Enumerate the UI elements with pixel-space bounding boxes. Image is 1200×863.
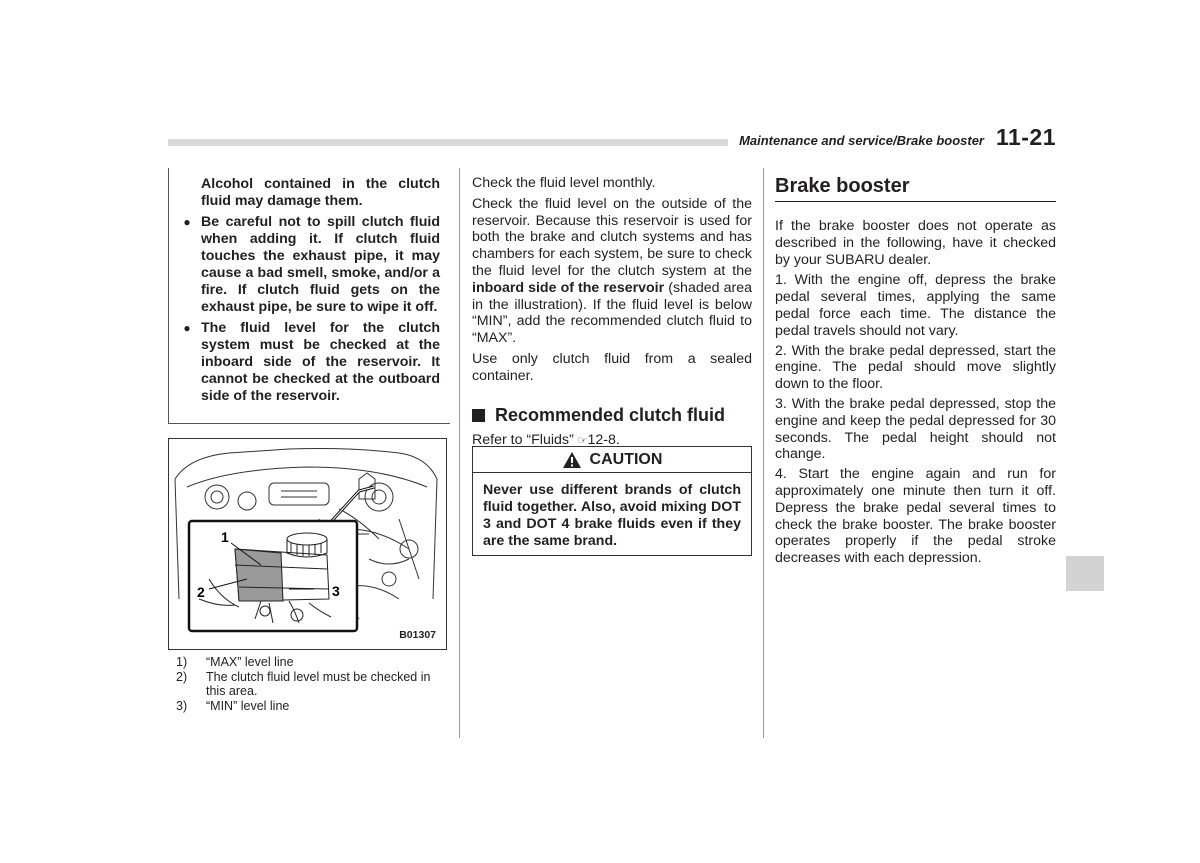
intro-paragraph: If the brake booster does not operate as described in the following, have it checked by your SUBARU dealer. <box>775 218 1056 268</box>
section-title: Maintenance and service/Brake booster <box>739 133 984 148</box>
caution-title: CAUTION <box>589 450 663 468</box>
text-run: Check the fluid level on the outside of the reservoir. Because this reservoir is used for both the brake and clutch systems and has chambers for each system, be sure to check the fluid level for the clutch system at the <box>472 195 752 279</box>
reference-page: 12-8. <box>587 431 620 448</box>
square-bullet-icon <box>472 409 485 422</box>
caution-text: Never use different brands of clutch fluid together. Also, avoid mixing DOT 3 and DOT 4 brake fluids even if they are the same brand. <box>483 482 741 549</box>
callout-3: 3 <box>332 583 340 599</box>
bullet-icon: ● <box>183 321 191 335</box>
page-number: 11-21 <box>995 124 1056 150</box>
chapter-thumb-tab <box>1066 556 1104 591</box>
column-3 <box>775 175 1056 570</box>
step-1: 1. With the engine off, depress the brake pedal several times, applying the same pedal force each time. The distance the pedal travels should not vary. <box>775 272 1056 339</box>
caption-number: 1) <box>176 655 188 669</box>
caption-text: The clutch fluid level must be checked in this area. <box>206 669 431 698</box>
paragraph-monthly: Check the fluid level monthly. <box>472 175 656 191</box>
warning-item-text: Be careful not to spill clutch fluid when adding it. If clutch fluid touches the exhaust pipe, it may cause a bad smell, smoke, and/or a fire. If clutch fluid gets on the exhaust pipe, be sure to wipe it off. <box>201 214 440 315</box>
caption-text: “MAX” level line <box>206 655 294 669</box>
warning-continued: Alcohol contained in the clutch fluid may damage them. <box>201 176 440 209</box>
engine-illustration <box>168 438 447 650</box>
warning-item-1 <box>179 214 440 316</box>
caption-text: “MIN” level line <box>206 698 290 713</box>
heading-text: Recommended clutch fluid <box>495 404 726 425</box>
column-divider-2 <box>763 168 764 738</box>
callout-2: 2 <box>197 584 205 600</box>
column-2 <box>472 175 752 448</box>
warning-box <box>168 168 450 424</box>
callout-1: 1 <box>221 529 229 545</box>
paragraph-check-level <box>472 196 752 347</box>
bold-run: inboard side of the reservoir <box>472 279 665 296</box>
caption-number: 2) <box>176 669 188 684</box>
header-rule <box>168 139 728 146</box>
warning-triangle-icon <box>562 451 582 469</box>
caution-box <box>472 446 752 556</box>
caution-header <box>473 447 751 473</box>
reference-text: Refer to “Fluids” <box>472 431 574 448</box>
heading-recommended-fluid <box>472 405 752 426</box>
figure-code: B01307 <box>399 629 436 641</box>
step-4: 4. Start the engine again and run for approximately one minute then turn it off. Depress the brake pedal several times to check the brake booster. The brake booster operates properly if the pedal stroke decreases with each depression. <box>775 466 1056 567</box>
bullet-icon: ● <box>183 215 191 229</box>
step-2: 2. With the brake pedal depressed, start the engine. The pedal should move slightly down to the floor. <box>775 342 1056 393</box>
warning-item-text: The fluid level for the clutch system must be checked at the inboard side of the reservoir. It cannot be checked at the outboard side of the reservoir. <box>201 320 440 404</box>
column-divider-1 <box>459 168 460 738</box>
caption-1 <box>176 655 452 670</box>
step-3: 3. With the brake pedal depressed, stop the engine and keep the pedal depressed for 30 seconds. The pedal height should not change. <box>775 395 1056 463</box>
caption-number: 3) <box>176 698 188 713</box>
heading-brake-booster: Brake booster <box>775 175 1056 202</box>
pointing-hand-icon: ☞ <box>577 434 588 447</box>
engine-bay-drawing <box>169 439 445 648</box>
text-run: (shaded area in the illustration). If the fluid level is below “MIN”, add the recommended clutch fluid to “MAX”. <box>472 279 752 347</box>
caption-3 <box>176 699 452 714</box>
paragraph-sealed: Use only clutch fluid from a sealed container. <box>472 350 752 384</box>
caption-2 <box>176 670 452 699</box>
warning-item-2 <box>179 320 440 405</box>
figure-captions <box>176 655 452 713</box>
